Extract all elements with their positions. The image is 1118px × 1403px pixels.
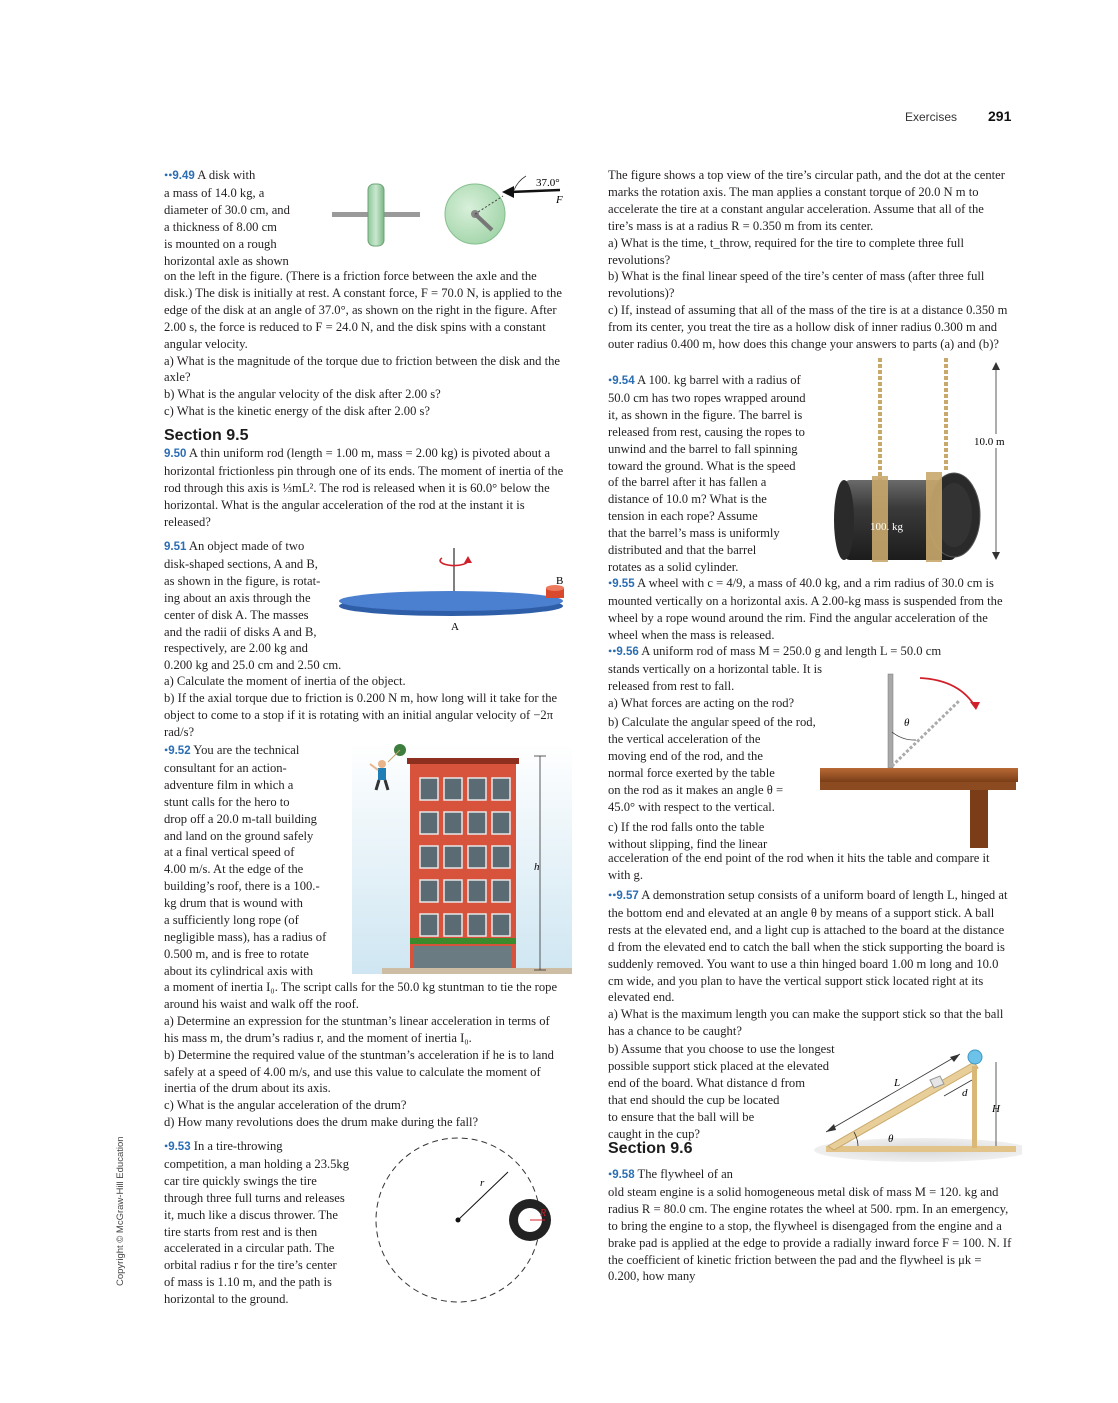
- problem-number: 9.52: [168, 745, 191, 757]
- text-line: on the rod as it makes an angle θ =: [608, 782, 784, 797]
- difficulty-dots: ••: [608, 644, 617, 658]
- page-number: 291: [988, 108, 1012, 124]
- running-header-section: Exercises: [905, 110, 958, 124]
- text-line: tire starts from rest and is then: [164, 1224, 318, 1239]
- text-line: horizontal to the ground.: [164, 1292, 289, 1307]
- height-label: 10.0 m: [974, 436, 1005, 448]
- roof-cornice: [407, 758, 519, 764]
- difficulty-dots: ••: [164, 168, 173, 182]
- text-line: kg drum that is wound with: [164, 896, 303, 911]
- part-b: b) If the axial torque due to friction is 0.200 N m, how long will it take for the object to come to a stop if it is rotating with an initial angular velocity of −2π rad/s?: [164, 690, 558, 739]
- rope-wrap-left: [872, 476, 888, 562]
- text-line: a sufficiently long rope (of: [164, 913, 299, 928]
- text-line: at a final vertical speed of: [164, 845, 295, 860]
- rotation-arrowhead: [464, 556, 472, 563]
- text-line: 45.0° with respect to the vertical.: [608, 799, 775, 814]
- problem-9-51-body: [164, 673, 564, 741]
- text-line: b) Calculate the angular speed of the rod,: [608, 715, 816, 729]
- tire-radius-label: R: [540, 1208, 547, 1219]
- problem-number: 9.49: [172, 170, 195, 182]
- text-line: An object made of two: [188, 539, 305, 553]
- text-line: stunt calls for the hero to: [164, 794, 290, 809]
- theta-label: θ: [904, 717, 910, 729]
- text-line: to ensure that the ball will be: [608, 1109, 755, 1124]
- part-d: d) How many revolutions does the drum make during the fall?: [164, 1115, 479, 1130]
- problem-text: The rod is released when it is 60.0° below the horizontal. What is the angular acceleration of the rod at the instant it is released?: [164, 480, 550, 529]
- text-line: is mounted on a rough: [164, 236, 277, 251]
- awning: [410, 938, 516, 944]
- problem-9-49-body: [164, 268, 564, 531]
- difficulty-dots: •: [608, 373, 613, 387]
- disk-axle-figure: [330, 168, 565, 252]
- text-line: b) Assume that you choose to use the longest: [608, 1042, 835, 1056]
- disk-side-view: [368, 184, 384, 246]
- problem-text: a moment of inertia I₀. The script calls for the 50.0 kg stuntman to tie the rope around his waist and walk off the roof.: [164, 980, 558, 1011]
- problem-text: acceleration of the end point of the rod when it hits the table and compare it with g.: [608, 851, 990, 882]
- support-stick: [972, 1066, 977, 1148]
- fall-arrowhead: [970, 702, 980, 710]
- inertia-formula: ⅓mL².: [282, 480, 317, 495]
- problem-9-57-intro: [608, 887, 1012, 1040]
- text-line: of mass is 1.10 m, and the path is: [164, 1275, 332, 1290]
- problem-9-56-part-c-rest: [608, 850, 1012, 884]
- difficulty-dots: •: [164, 743, 169, 757]
- problem-9-54-intro: [608, 372, 840, 576]
- part-b: b) What is the final linear speed of the tire’s center of mass (after three full revolutions)?: [608, 269, 985, 301]
- text-line: a mass of 14.0 kg, a: [164, 185, 265, 200]
- inclined-board: [828, 1062, 978, 1150]
- problem-9-53-intro: [164, 1138, 374, 1308]
- text-line: adventure film in which a: [164, 777, 294, 792]
- problem-number: 9.54: [612, 375, 635, 387]
- length-arrow-start: [826, 1124, 836, 1132]
- barrel-mass-label: 100. kg: [870, 521, 903, 533]
- problem-text: A thin uniform rod (length = 1.00 m, mass = 2.00 kg) is pivoted about a horizontal frictionless pin through one of its ends. The moment of inertia of the rod through this axis is: [164, 446, 564, 495]
- problem-9-55: [608, 575, 1012, 644]
- text-line: about its cylindrical axis with: [164, 963, 313, 978]
- rope-wrap-right: [926, 472, 942, 562]
- problem-9-52-intro: [164, 742, 354, 980]
- falling-rod-figure: [820, 660, 1020, 850]
- problem-number: 9.57: [616, 890, 639, 902]
- problem-number: 9.55: [612, 578, 635, 590]
- table-leg: [970, 790, 988, 848]
- text-line: through three full turns and releases: [164, 1190, 345, 1205]
- text-line: 0.500 m, and is free to rotate: [164, 946, 309, 961]
- text-line: released from rest to fall.: [608, 678, 735, 693]
- rod-vertical: [888, 674, 893, 768]
- angle-arc: [892, 732, 916, 740]
- text-line: 4.00 m/s. At the edge of the: [164, 862, 304, 877]
- force-arrowhead: [502, 186, 514, 198]
- text-line: rotates as a solid cylinder.: [608, 559, 739, 574]
- text-line: and the radii of disks A and B,: [164, 624, 317, 639]
- part-a: a) Calculate the moment of inertia of the object.: [164, 674, 406, 688]
- text-line: The flywheel of an: [637, 1167, 733, 1181]
- label-a: A: [451, 621, 459, 633]
- problem-text: The figure shows a top view of the tire’s circular path, and the dot at the center marks the rotation axis. The man applies a constant torque of 20.0 N m to accelerate the tire at a constant angular acceleration. Assume that all of the tire’s mass is at a radius R = 0.350 m from its center.: [608, 168, 1005, 233]
- table-top: [820, 768, 1018, 782]
- text-line: consultant for an action-: [164, 760, 287, 775]
- storefront: [414, 946, 512, 970]
- section-heading-9-5: Section 9.5: [164, 427, 249, 445]
- part-a: a) What forces are acting on the rod?: [608, 695, 795, 710]
- length-dimension: [826, 1054, 960, 1132]
- text-line: as shown in the figure, is rotat-: [164, 573, 321, 588]
- height-arrow-top: [992, 362, 1000, 370]
- text-line: competition, a man holding a 23.5kg: [164, 1156, 350, 1171]
- problem-number: 9.51: [164, 541, 187, 553]
- problem-text: A demonstration setup consists of a uniform board of length L, hinged at the bottom end and elevated at an angle θ by means of a support stick. A ball rests at the elevated end, and a light cup is attached to the board at the distance d from the elevated end to catch the ball when the stick supporting the board is suddenly removed. You want to use a thin hinged board 1.00 m long and 10.0 cm wide, and you plan to have the vertical support stick located right at its elevated end.: [608, 888, 1008, 1005]
- text-line: unwind and the barrel to fall spinning: [608, 441, 798, 456]
- copyright-notice: Copyright © McGraw-Hill Education: [115, 1136, 126, 1286]
- text-line: c) If the rod falls onto the table: [608, 820, 765, 835]
- difficulty-dots: •: [608, 1167, 613, 1181]
- table-apron: [820, 782, 1016, 790]
- text-line: In a tire-throwing: [193, 1139, 283, 1153]
- height-label: h: [534, 861, 540, 873]
- text-line: 50.0 cm has two ropes wrapped around: [608, 390, 806, 405]
- text-line: it, as shown in the figure. The barrel is: [608, 407, 803, 422]
- barrel-back: [834, 480, 854, 560]
- text-line: it, much like a discus thrower. The: [164, 1207, 338, 1222]
- rod-tilted: [892, 700, 960, 766]
- part-a: a) What is the magnitude of the torque due to friction between the disk and the axle?: [164, 353, 561, 385]
- text-line: a thickness of 8.00 cm: [164, 219, 277, 234]
- height-arrow-bottom: [992, 552, 1000, 560]
- part-c: c) What is the kinetic energy of the disk after 2.00 s?: [164, 404, 431, 419]
- text-line: that end should the cup be located: [608, 1092, 780, 1107]
- problem-text: A wheel with c = 4/9, a mass of 40.0 kg, and a rim radius of 30.0 cm is mounted vertically on a horizontal axis. A 2.00-kg mass is suspended from the wheel by a rope wound around the rim. Find the angular acceleration of the wheel when the mass is released.: [608, 576, 1003, 642]
- radius-label: r: [480, 1177, 485, 1189]
- force-label: F: [556, 194, 563, 206]
- part-c: c) What is the angular acceleration of the drum?: [164, 1098, 407, 1113]
- text-line: distance of 10.0 m? What is the: [608, 492, 767, 507]
- difficulty-dots: •: [608, 576, 613, 590]
- text-line: A uniform rod of mass M = 250.0 g and length L = 50.0 cm: [641, 644, 942, 658]
- disk-a: [339, 591, 563, 611]
- text-line: You are the technical: [193, 743, 300, 757]
- problem-9-49-intro: [164, 167, 324, 269]
- text-line: toward the ground. What is the speed: [608, 458, 796, 473]
- text-line: and land on the ground safely: [164, 828, 314, 843]
- fall-arrow: [920, 678, 976, 708]
- h-label: H: [992, 1103, 1000, 1115]
- text-line: normal force exerted by the table: [608, 765, 775, 780]
- two-disk-figure: [336, 544, 576, 634]
- text-line: without slipping, find the linear: [608, 837, 768, 852]
- text-line: possible support stick placed at the elevated: [608, 1058, 830, 1073]
- label-b: B: [556, 575, 564, 587]
- text-line: A 100. kg barrel with a radius of: [637, 373, 801, 387]
- text-line: end of the board. What distance d from: [608, 1075, 806, 1090]
- text-line: negligible mass), has a radius of: [164, 929, 327, 944]
- text-line: moving end of the rod, and the: [608, 748, 763, 763]
- text-line: distributed and that the barrel: [608, 543, 757, 558]
- text-line: accelerated in a circular path. The: [164, 1241, 335, 1256]
- difficulty-dots: •: [164, 1139, 169, 1153]
- hinged-board-figure: [812, 1046, 1022, 1162]
- text-line: ing about an axis through the: [164, 590, 311, 605]
- force-arrow: [510, 190, 560, 192]
- text-line: the vertical acceleration of the: [608, 731, 761, 746]
- text-line: respectively, are 2.00 kg and: [164, 641, 308, 656]
- part-a: a) What is the maximum length you can make the support stick so that the ball has a chance to be caught?: [608, 1007, 1004, 1039]
- problem-9-51-intro: [164, 538, 354, 674]
- text-line: drop off a 20.0 m-tall building: [164, 811, 317, 826]
- building-figure: [352, 742, 572, 974]
- problem-number: 9.56: [616, 646, 639, 658]
- text-line: orbital radius r for the tire’s center: [164, 1258, 337, 1273]
- problem-number: 9.53: [168, 1141, 191, 1153]
- problem-text: on the left in the figure. (There is a friction force between the axle and the disk.) The disk is initially at rest. A constant force, F = 70.0 N, is applied to the edge of the disk at an angle of 37.0°, as shown on the right in the figure. After 2.00 s, the force is reduced to F = 24.0 N, and the disk spins with a constant angular velocity.: [164, 269, 562, 351]
- part-b: b) Determine the required value of the stuntman’s acceleration if he is to land safely at a speed of 4.00 m/s, and use this value to calculate the moment of inertia of the drum about its axis.: [164, 1047, 554, 1096]
- problem-9-53-continued: [608, 167, 1012, 353]
- text-line: building’s roof, there is a 100.-: [164, 879, 320, 894]
- barrel-figure: [822, 358, 1022, 576]
- part-c: c) If, instead of assuming that all of the mass of the tire is at a distance 0.350 m from its center, you treat the tire as a hollow disk of inner radius 0.300 m and outer radius 0.400 m, how does this change your answers to parts (a) and (b)?: [608, 303, 1008, 352]
- section-heading-9-6: Section 9.6: [608, 1140, 693, 1157]
- problem-number: 9.58: [612, 1169, 635, 1181]
- problem-text: old steam engine is a solid homogeneous metal disk of mass M = 120. kg and radius R = 80.0 cm. The engine rotates the wheel at 500. rpm. In an emergency, to bring the engine to a stop, the flywheel is disengaged from the engine and a brake pad is applied at the edge to provide a radially inward force F = 100. N. If the coefficient of kinetic friction between the pad and the flywheel is μk = 0.200, how many: [608, 1184, 1012, 1284]
- text-line: caught in the cup?: [608, 1126, 700, 1141]
- part-a: a) What is the time, t_throw, required for the tire to complete three full revolutions?: [608, 235, 965, 267]
- difficulty-dots: ••: [608, 888, 617, 902]
- text-line: diameter of 30.0 cm, and: [164, 202, 290, 217]
- sidewalk: [382, 968, 572, 974]
- length-label: L: [894, 1077, 901, 1089]
- text-line: car tire quickly swings the tire: [164, 1173, 317, 1188]
- base-board: [826, 1146, 1016, 1152]
- problem-9-52-body: [164, 979, 564, 1131]
- d-label: d: [962, 1087, 968, 1099]
- text-line: A disk with: [197, 168, 256, 182]
- problem-9-56-part-b: [608, 714, 848, 853]
- theta-label: θ: [888, 1133, 894, 1145]
- text-line: disk-shaped sections, A and B,: [164, 556, 318, 571]
- text-line: center of disk A. The masses: [164, 607, 309, 622]
- text-line: 0.200 kg and 25.0 cm and 2.50 cm.: [164, 658, 342, 673]
- text-line: horizontal axle as shown: [164, 253, 289, 268]
- text-line: of the barrel after it has fallen a: [608, 475, 767, 490]
- length-arrow-end: [950, 1054, 960, 1062]
- text-line: tension in each rope? Assume: [608, 509, 758, 524]
- text-line: that the barrel’s mass is uniformly: [608, 526, 780, 541]
- problem-9-58: [608, 1166, 1012, 1285]
- ball: [968, 1050, 982, 1064]
- part-a: a) Determine an expression for the stuntman’s linear acceleration in terms of his mass m, the drum’s radius r, and the moment of inertia I₀.: [164, 1013, 550, 1045]
- angle-arc: [514, 176, 526, 190]
- angle-label: 37.0°: [536, 177, 560, 189]
- text-line: released from rest, causing the ropes to: [608, 424, 805, 439]
- problem-number: 9.50: [164, 448, 187, 461]
- part-b: b) What is the angular velocity of the disk after 2.00 s?: [164, 387, 441, 402]
- text-line: stands vertically on a horizontal table. It is: [608, 661, 823, 676]
- tire-path-figure: [370, 1134, 570, 1314]
